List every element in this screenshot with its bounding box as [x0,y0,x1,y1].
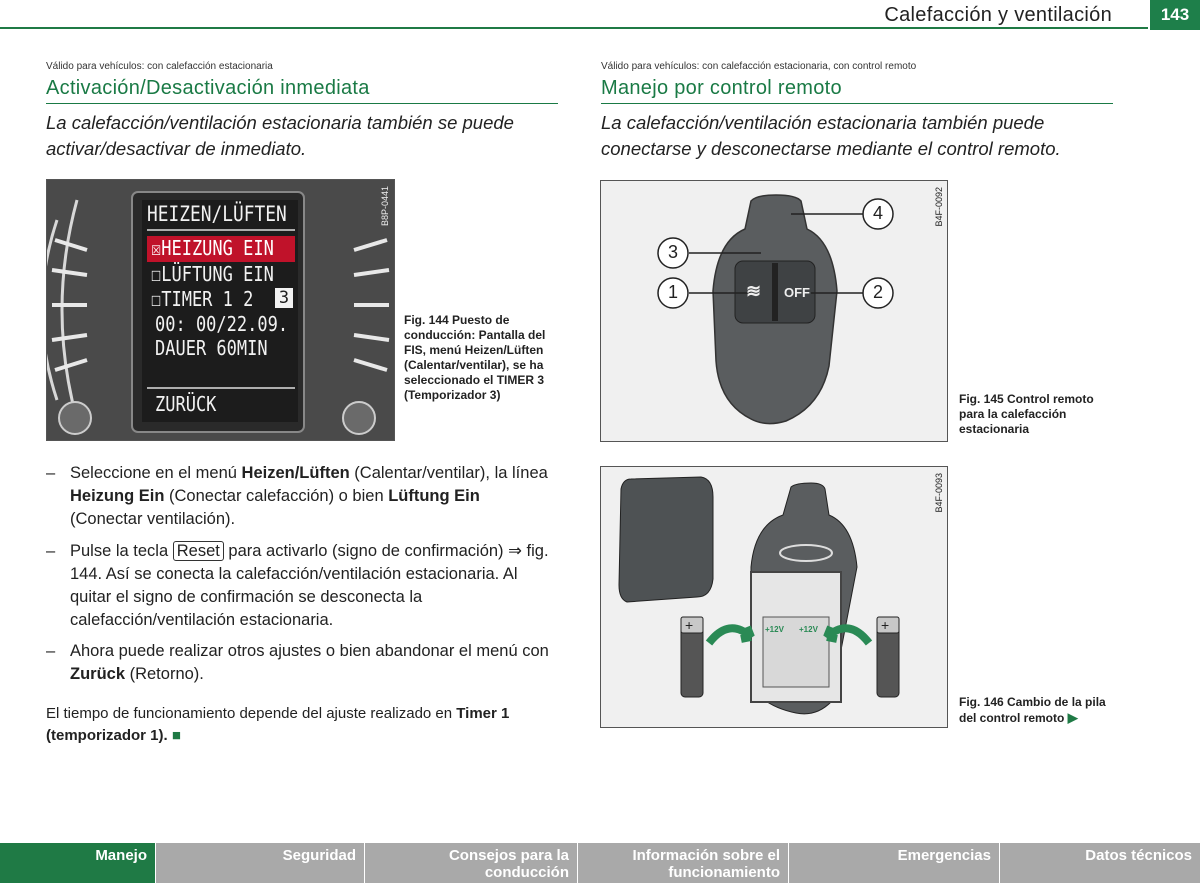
fis-menu-title: HEIZEN/LÜFTEN [147,202,287,226]
list-item-2: – Pulse la tecla Reset para activarlo (signo de confirmación) ⇒ fig. 144. Así se conecta la calefacción/ventilación estacionaria. Al quitar el signo de confirmación se desconecta la calefacción/ventilación estacionaria. [46,542,549,629]
battery-plus-left: + [685,617,694,633]
caption-fig-145: Fig. 145 Control remoto para la calefacción estacionaria [959,392,1094,436]
callout-1: 1 [667,282,678,302]
section-rule-right [601,103,1113,104]
fis-timer-badge: 3 [275,288,293,308]
battery-illustration [601,467,947,727]
off-button-label: OFF [784,285,810,300]
footer-tab-seguridad[interactable]: Seguridad [156,843,364,883]
figure-fis-display [46,179,395,441]
header-rule [0,27,1148,29]
battery-slot-label-1: +12V [765,625,784,634]
fis-menu-item-luftung: ☐LÜFTUNG EIN [151,262,274,286]
list-item-3: – Ahora puede realizar otros ajustes o bien abandonar el menú con Zurück (Retorno). [46,642,549,683]
note-paragraph: El tiempo de funcionamiento depende del ajuste realizado en Timer 1 (temporizador 1). ■ [46,705,510,744]
remote-illustration [601,181,947,441]
validity-note-left: Válido para vehículos: con calefacción estacionaria [46,61,273,72]
heat-icon: ≋ [746,281,762,301]
caption-fig-144: Fig. 144 Puesto de conducción: Pantalla del FIS, menú Heizen/Lüften (Calentar/ventilar), se ha seleccionado el TIMER 3 (Temporizador 3) [404,313,546,402]
figure-code-144: B8P-0441 [380,186,390,227]
end-marker-icon: ■ [171,727,181,744]
footer-tab-informacion[interactable]: Información sobre el funcionamiento [578,843,788,883]
figure-code-146: B4F-0093 [934,473,944,513]
figure-battery-change [600,466,948,728]
callout-4: 4 [872,203,883,223]
footer-tab-datos[interactable]: Datos técnicos [1000,843,1200,883]
section-rule-left [46,103,558,104]
page-header-title: Calefacción y ventilación [884,4,1112,26]
validity-note-right: Válido para vehículos: con calefacción estacionaria, con control remoto [601,61,917,72]
footer-nav [0,843,1200,883]
caption-fig-146: Fig. 146 Cambio de la pila del control remoto ▶ [959,695,1106,725]
fis-menu-item-dauer: DAUER 60MIN [155,336,268,360]
battery-plus-right: + [881,617,890,633]
figure-code-145: B4F-0092 [934,187,944,227]
footer-tab-emergencias[interactable]: Emergencias [789,843,999,883]
footer-tab-consejos[interactable]: Consejos para la conducción [365,843,577,883]
figure-remote-control [600,180,948,442]
battery-slot-label-2: +12V [799,625,818,634]
section-title-left: Activación/Desactivación inmediata [46,77,370,99]
fis-menu-item-heizung: ☒HEIZUNG EIN [151,236,274,260]
intro-left: La calefacción/ventilación estacionaria también se puede activar/desactivar de inmediato. [46,112,514,159]
callout-3: 3 [667,242,678,262]
page-number: 143 [1150,0,1200,30]
callout-2: 2 [872,282,883,302]
list-item-1: – Seleccione en el menú Heizen/Lüften (Calentar/ventilar), la línea Heizung Ein (Conectar calefacción) o bien Lüftung Ein (Conectar ventilación). [46,464,548,528]
section-title-right: Manejo por control remoto [601,77,842,99]
fis-menu-item-time: 00: 00/22.09. [155,312,289,336]
reset-key-symbol: Reset [173,541,224,561]
intro-right: La calefacción/ventilación estacionaria también puede conectarse y desconectarse mediante el control remoto. [601,112,1061,159]
fis-menu-item-timer: ☐TIMER 1 2 [151,287,254,311]
continue-arrow-icon: ▶ [1067,710,1078,725]
footer-tab-manejo[interactable]: Manejo [0,843,155,883]
fis-back-label: ZURÜCK [155,392,217,416]
